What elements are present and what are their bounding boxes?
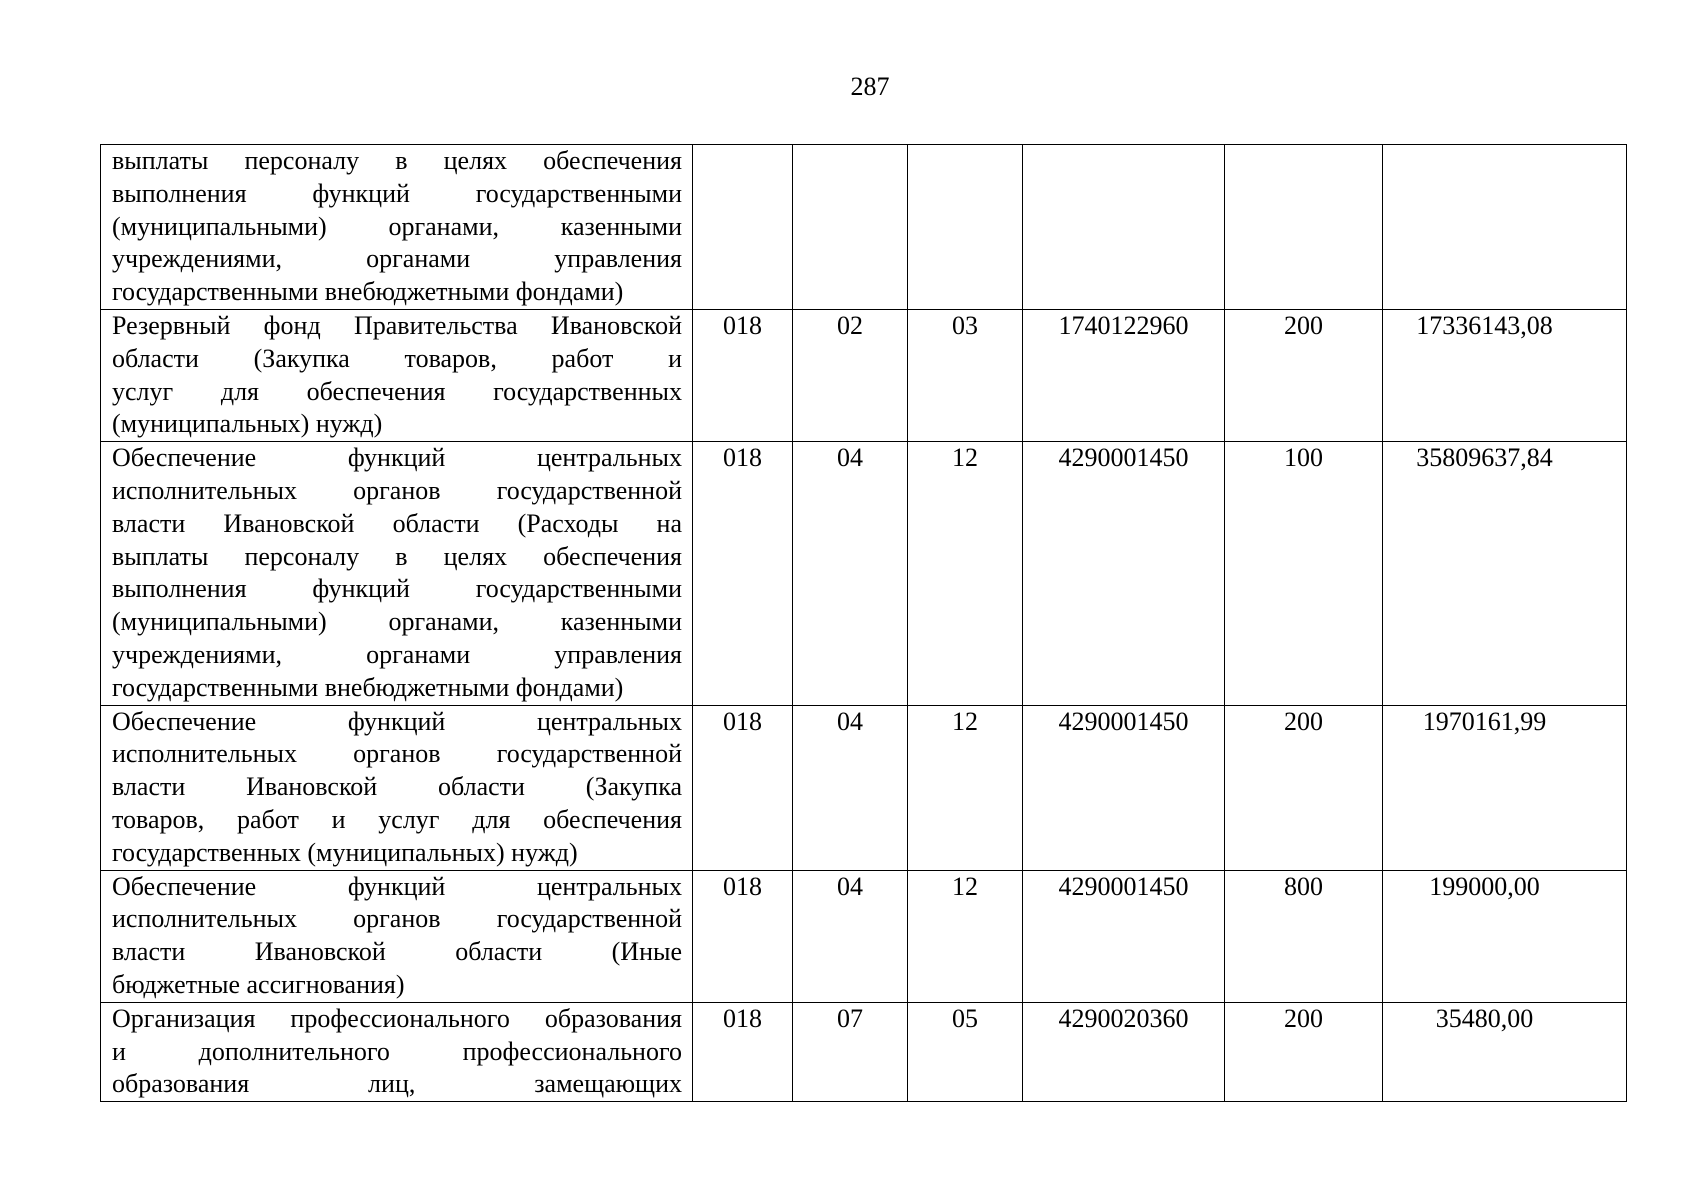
cell-target-article-code [1023, 145, 1225, 310]
cell-description [101, 309, 693, 441]
description-line: государственными внебюджетными фондами) [112, 277, 624, 307]
description-line: исполнительных органов государственной [112, 904, 682, 934]
description-line: Организация профессионального образования [112, 1003, 682, 1033]
cell-amount: 199000,00 [1383, 870, 1627, 1002]
description-line: бюджетные ассигнования) [112, 969, 405, 999]
table-row [101, 442, 1627, 705]
description-line: государственными внебюджетными фондами) [112, 672, 624, 702]
description-line: государственных (муниципальных) нужд) [112, 837, 578, 867]
cell-grbs-code: 018 [693, 442, 793, 705]
cell-subsection-code: 03 [908, 309, 1023, 441]
cell-subsection-code [908, 145, 1023, 310]
cell-description [101, 705, 693, 870]
cell-section-code: 04 [793, 442, 908, 705]
cell-description [101, 870, 693, 1002]
cell-grbs-code [693, 145, 793, 310]
cell-subsection-code: 12 [908, 870, 1023, 1002]
cell-section-code: 07 [793, 1002, 908, 1101]
cell-amount: 17336143,08 [1383, 309, 1627, 441]
description-line: Обеспечение функций центральных [112, 871, 682, 901]
table-row [101, 145, 1627, 310]
cell-expense-type-code: 800 [1225, 870, 1383, 1002]
cell-subsection-code: 05 [908, 1002, 1023, 1101]
cell-amount: 35809637,84 [1383, 442, 1627, 705]
cell-target-article-code: 4290001450 [1023, 870, 1225, 1002]
cell-target-article-code: 4290020360 [1023, 1002, 1225, 1101]
description-line: исполнительных органов государственной [112, 475, 682, 505]
description-line: Обеспечение функций центральных [112, 443, 682, 473]
description-line: исполнительных органов государственной [112, 739, 682, 769]
cell-amount [1383, 145, 1627, 310]
budget-table [100, 144, 1627, 1102]
cell-description [101, 145, 693, 310]
cell-expense-type-code: 100 [1225, 442, 1383, 705]
description-line: учреждениями, органами управления [112, 639, 682, 669]
cell-section-code: 02 [793, 309, 908, 441]
cell-section-code [793, 145, 908, 310]
description-line: области (Закупка товаров, работ и [112, 343, 682, 373]
description-line: выплаты персоналу в целях обеспечения [112, 541, 682, 571]
description-line: образования лиц, замещающих [112, 1069, 682, 1099]
cell-target-article-code: 1740122960 [1023, 309, 1225, 441]
description-line: власти Ивановской области (Расходы на [112, 508, 682, 538]
cell-expense-type-code: 200 [1225, 1002, 1383, 1101]
description-line: товаров, работ и услуг для обеспечения [112, 804, 682, 834]
cell-grbs-code: 018 [693, 309, 793, 441]
description-line: власти Ивановской области (Закупка [112, 772, 682, 802]
cell-grbs-code: 018 [693, 870, 793, 1002]
description-line: учреждениями, органами управления [112, 244, 682, 274]
cell-target-article-code: 4290001450 [1023, 705, 1225, 870]
cell-description [101, 442, 693, 705]
cell-amount: 1970161,99 [1383, 705, 1627, 870]
table-row [101, 870, 1627, 1002]
cell-expense-type-code [1225, 145, 1383, 310]
description-line: услуг для обеспечения государственных [112, 376, 682, 406]
table-row [101, 309, 1627, 441]
table-body [101, 145, 1627, 1102]
description-line: (муниципальных) нужд) [112, 409, 383, 439]
cell-subsection-code: 12 [908, 442, 1023, 705]
description-line: Обеспечение функций центральных [112, 706, 682, 736]
cell-grbs-code: 018 [693, 705, 793, 870]
cell-grbs-code: 018 [693, 1002, 793, 1101]
cell-subsection-code: 12 [908, 705, 1023, 870]
description-line: (муниципальными) органами, казенными [112, 607, 682, 637]
description-line: (муниципальными) органами, казенными [112, 211, 682, 241]
cell-section-code: 04 [793, 705, 908, 870]
description-line: и дополнительного профессионального [112, 1036, 682, 1066]
page-number: 287 [850, 72, 890, 101]
cell-section-code: 04 [793, 870, 908, 1002]
cell-expense-type-code: 200 [1225, 309, 1383, 441]
description-line: выплаты персоналу в целях обеспечения [112, 146, 682, 175]
cell-expense-type-code: 200 [1225, 705, 1383, 870]
description-line: выполнения функций государственными [112, 178, 682, 208]
description-line: выполнения функций государственными [112, 574, 682, 604]
cell-description [101, 1002, 693, 1101]
description-line: власти Ивановской области (Иные [112, 937, 682, 967]
table-row [101, 1002, 1627, 1101]
cell-amount: 35480,00 [1383, 1002, 1627, 1101]
table-row [101, 705, 1627, 870]
cell-target-article-code: 4290001450 [1023, 442, 1225, 705]
description-line: Резервный фонд Правительства Ивановской [112, 310, 682, 340]
